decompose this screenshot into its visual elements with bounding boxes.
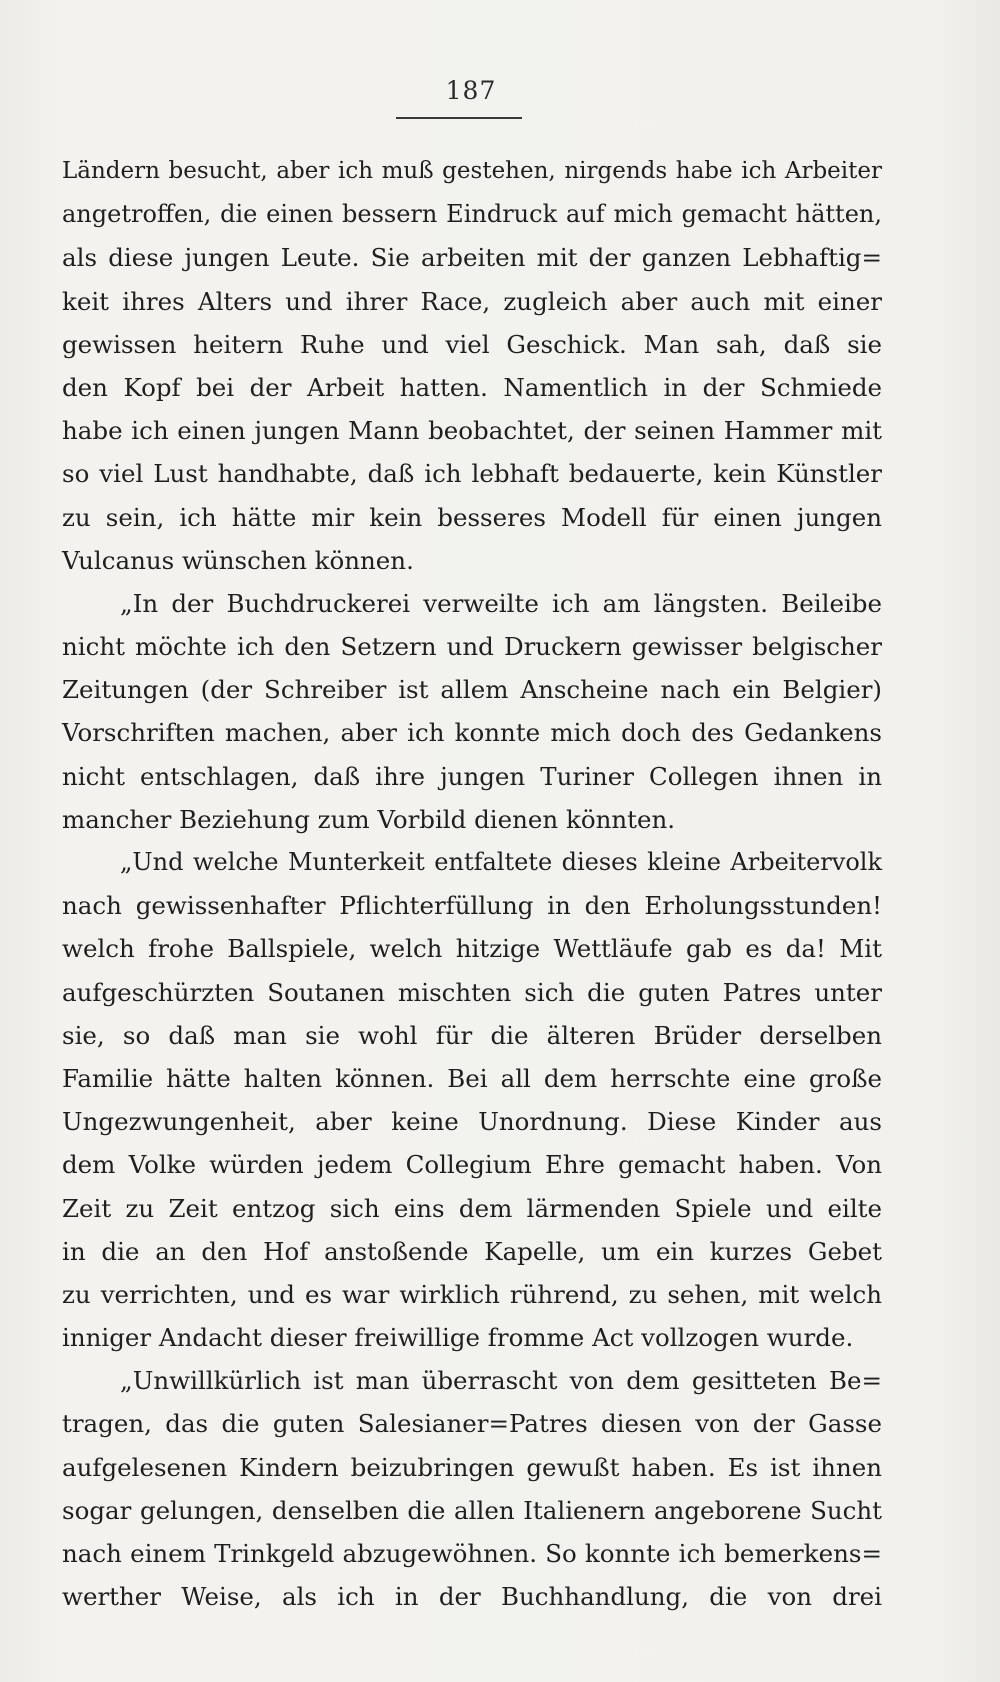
text-line: zu sein, ich hätte mir kein besseres Modell für einen jungen xyxy=(62,502,882,532)
text-line: aufgelesenen Kindern beizubringen gewußt haben. Es ist ihnen xyxy=(62,1452,882,1482)
text-line: den Kopf bei der Arbeit hatten. Namentlich in der Schmiede xyxy=(62,372,882,402)
text-line: sie, so daß man sie wohl für die älteren Brüder derselben xyxy=(62,1020,882,1050)
text-line: inniger Andacht dieser freiwillige fromme Act vollzogen wurde. xyxy=(62,1323,854,1353)
text-line: dem Volke würden jedem Collegium Ehre gemacht haben. Von xyxy=(62,1150,882,1180)
text-line: habe ich einen jungen Mann beobachtet, der seinen Hammer mit xyxy=(62,416,882,446)
text-line: keit ihres Alters und ihrer Race, zugleich aber auch mit einer xyxy=(62,286,882,316)
text-line: so viel Lust handhabte, daß ich lebhaft bedauerte, kein Künstler xyxy=(62,459,882,489)
text-line: „Unwillkürlich ist man überrascht von dem gesitteten Be= xyxy=(120,1366,882,1396)
text-line: nach einem Trinkgeld abzugewöhnen. So konnte ich bemerkens= xyxy=(62,1539,882,1568)
text-line: Vulcanus wünschen können. xyxy=(62,545,414,575)
text-line: werther Weise, als ich in der Buchhandlung, die von drei xyxy=(62,1582,882,1612)
body-text xyxy=(62,150,882,1618)
text-line: Familie hätte halten können. Bei all dem herrschte eine große xyxy=(62,1063,882,1093)
text-line: Ländern besucht, aber ich muß gestehen, nirgends habe ich Arbeiter xyxy=(62,158,882,184)
text-line: Ungezwungenheit, aber keine Unordnung. Diese Kinder aus xyxy=(62,1107,882,1137)
text-line: tragen, das die guten Salesianer=Patres diesen von der Gasse xyxy=(62,1409,882,1439)
text-line: mancher Beziehung zum Vorbild dienen könnten. xyxy=(62,804,676,834)
text-line: Zeitungen (der Schreiber ist allem Anscheine nach ein Belgier) xyxy=(62,675,882,705)
page-number: 187 xyxy=(445,76,497,105)
text-line: „Und welche Munterkeit entfaltete dieses kleine Arbeitervolk xyxy=(120,848,882,876)
text-line: nach gewissenhafter Pflichterfüllung in den Erholungsstunden! xyxy=(62,891,882,921)
text-line: angetroffen, die einen bessern Eindruck auf mich gemacht hätten, xyxy=(62,200,882,229)
text-line: nicht möchte ich den Setzern und Druckern gewisser belgischer xyxy=(62,632,882,662)
text-line: „In der Buchdruckerei verweilte ich am längsten. Beileibe xyxy=(120,588,882,618)
text-line: Vorschriften machen, aber ich konnte mich doch des Gedankens xyxy=(62,718,882,748)
text-line: welch frohe Ballspiele, welch hitzige Wettläufe gab es da! Mit xyxy=(62,934,882,964)
text-line: gewissen heitern Ruhe und viel Geschick. Man sah, daß sie xyxy=(62,329,882,359)
text-line: als diese jungen Leute. Sie arbeiten mit der ganzen Lebhaftig= xyxy=(62,243,882,273)
text-line: nicht entschlagen, daß ihre jungen Turiner Collegen ihnen in xyxy=(62,761,882,791)
text-line: sogar gelungen, denselben die allen Italienern angeborene Sucht xyxy=(62,1495,882,1525)
text-line: in die an den Hof anstoßende Kapelle, um ein kurzes Gebet xyxy=(62,1236,882,1266)
text-line: aufgeschürzten Soutanen mischten sich die guten Patres unter xyxy=(62,977,882,1007)
header-rule xyxy=(396,117,522,119)
text-line: zu verrichten, und es war wirklich rührend, zu sehen, mit welch xyxy=(62,1279,882,1309)
text-line: Zeit zu Zeit entzog sich eins dem lärmenden Spiele und eilte xyxy=(62,1193,882,1223)
